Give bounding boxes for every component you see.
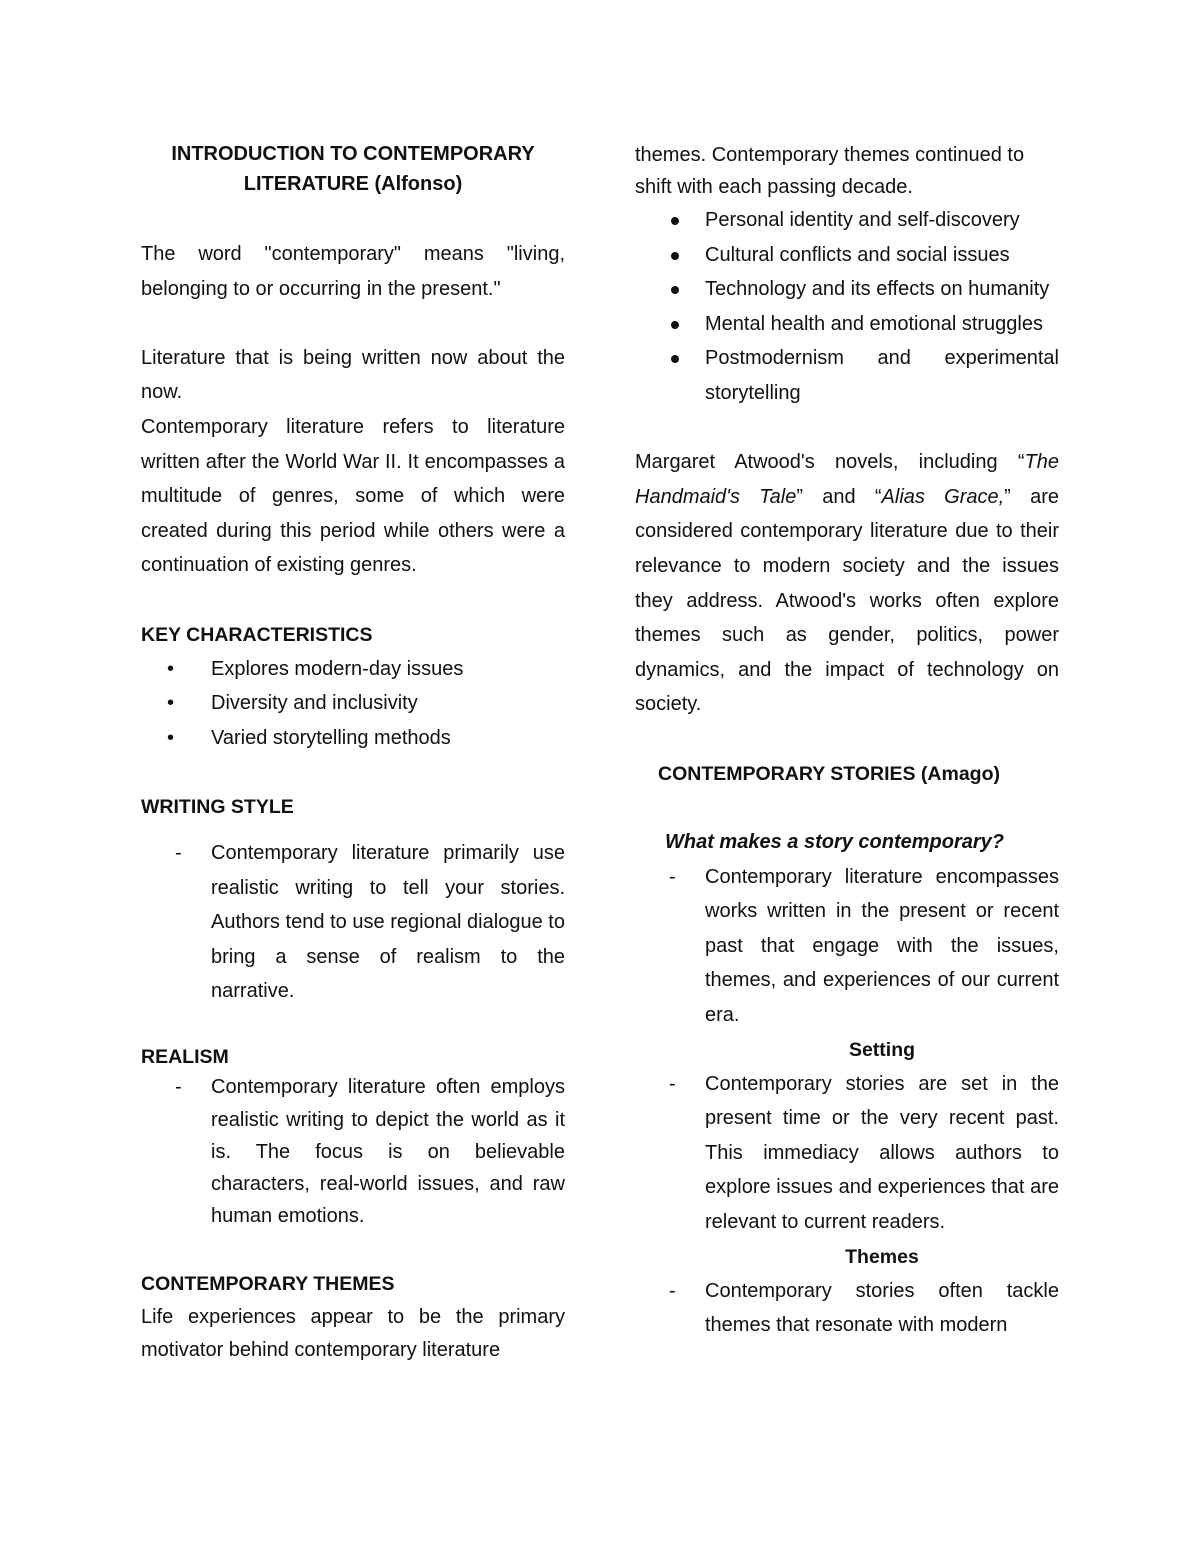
themes-list bbox=[635, 203, 1059, 411]
list-item: • Varied storytelling methods bbox=[141, 721, 565, 756]
book-title-alias-grace: Alias Grace, bbox=[881, 485, 1005, 508]
bullet-icon: • bbox=[167, 657, 175, 680]
list-item: Technology and its effects on humanity bbox=[635, 272, 1059, 307]
setting-list bbox=[635, 1067, 1059, 1240]
dash-icon: - bbox=[175, 841, 182, 864]
list-item: - Contemporary stories are set in the present time or the very recent past. This immediacy allows authors to explore issues and experiences that are relevant to current readers. bbox=[635, 1067, 1059, 1240]
contemporary-themes-heading: CONTEMPORARY THEMES bbox=[141, 1273, 395, 1296]
setting-label: Setting bbox=[848, 1038, 916, 1061]
list-item: Mental health and emotional struggles bbox=[635, 307, 1059, 342]
themes-label: Themes bbox=[845, 1245, 919, 1268]
left-column bbox=[141, 139, 565, 1366]
list-item: • Explores modern-day issues bbox=[141, 652, 565, 687]
list-item: - Contemporary stories often tackle themes that resonate with modern bbox=[635, 1274, 1059, 1343]
bullet-dot-icon bbox=[671, 286, 679, 294]
list-item: • Diversity and inclusivity bbox=[141, 686, 565, 721]
list-item: - Contemporary literature encompasses works written in the present or recent past that engage with the issues, themes, and experiences of our current era. bbox=[635, 860, 1059, 1033]
dash-icon: - bbox=[669, 865, 676, 888]
book-title-handmaids-tale: The Handmaid's Tale bbox=[635, 451, 1059, 508]
list-item: Cultural conflicts and social issues bbox=[635, 238, 1059, 273]
bullet-icon: • bbox=[167, 692, 175, 715]
list-item: Personal identity and self-discovery bbox=[635, 203, 1059, 238]
key-characteristics-heading: KEY CHARACTERISTICS bbox=[141, 623, 373, 646]
bullet-dot-icon bbox=[671, 217, 679, 225]
themes-paragraph: Life experiences appear to be the primary motivator behind contemporary literature bbox=[141, 1306, 565, 1361]
writing-style-heading: WRITING STYLE bbox=[141, 795, 294, 818]
contemporary-stories-heading: CONTEMPORARY STORIES (Amago) bbox=[658, 762, 1001, 785]
key-characteristics-list bbox=[141, 652, 565, 756]
themes-continued-paragraph: themes. Contemporary themes continued to shift with each passing decade. bbox=[635, 144, 1025, 198]
right-column bbox=[635, 139, 1059, 1343]
title-line-1: INTRODUCTION TO CONTEMPORARY bbox=[171, 143, 535, 165]
question-list bbox=[635, 860, 1059, 1033]
bullet-dot-icon bbox=[671, 321, 679, 329]
list-item: - Contemporary literature often employs realistic writing to depict the world as it is. The focus is on believable characters, real-world issues, and raw human emotions. bbox=[141, 1071, 565, 1232]
writing-style-list bbox=[141, 836, 565, 1009]
definition-paragraph: The word "contemporary" means "living, belonging to or occurring in the present." bbox=[141, 243, 565, 300]
document-title bbox=[141, 139, 565, 199]
realism-heading: REALISM bbox=[141, 1046, 229, 1069]
dash-icon: - bbox=[175, 1076, 182, 1099]
question-heading: What makes a story contemporary? bbox=[665, 831, 1004, 854]
atwood-paragraph: Margaret Atwood's novels, including “The Handmaid's Tale” and “Alias Grace,” are considered contemporary literature due to their relevance to modern society and the issues they address. Atwood's works often explore themes such as gender, politics, power dynamics, and the impact of technology on society. bbox=[635, 451, 1059, 716]
themes-sub-list bbox=[635, 1274, 1059, 1343]
bullet-icon: • bbox=[167, 726, 175, 749]
bullet-dot-icon bbox=[671, 252, 679, 260]
title-line-2: LITERATURE (Alfonso) bbox=[243, 173, 463, 195]
list-item: - Contemporary literature primarily use realistic writing to tell your stories. Authors tend to use regional dialogue to bring a sense of realism to the narrative. bbox=[141, 836, 565, 1009]
dash-icon: - bbox=[669, 1072, 676, 1095]
list-item: Postmodernism and experimental storytelling bbox=[635, 341, 1059, 410]
bullet-dot-icon bbox=[671, 355, 679, 363]
realism-list bbox=[141, 1071, 565, 1232]
dash-icon: - bbox=[669, 1279, 676, 1302]
definition-detail-paragraph: Contemporary literature refers to literature written after the World War II. It encompasses a multitude of genres, some of which were created during this period while others were a continuation of existing genres. bbox=[141, 415, 565, 577]
now-paragraph: Literature that is being written now about the now. bbox=[141, 346, 565, 404]
